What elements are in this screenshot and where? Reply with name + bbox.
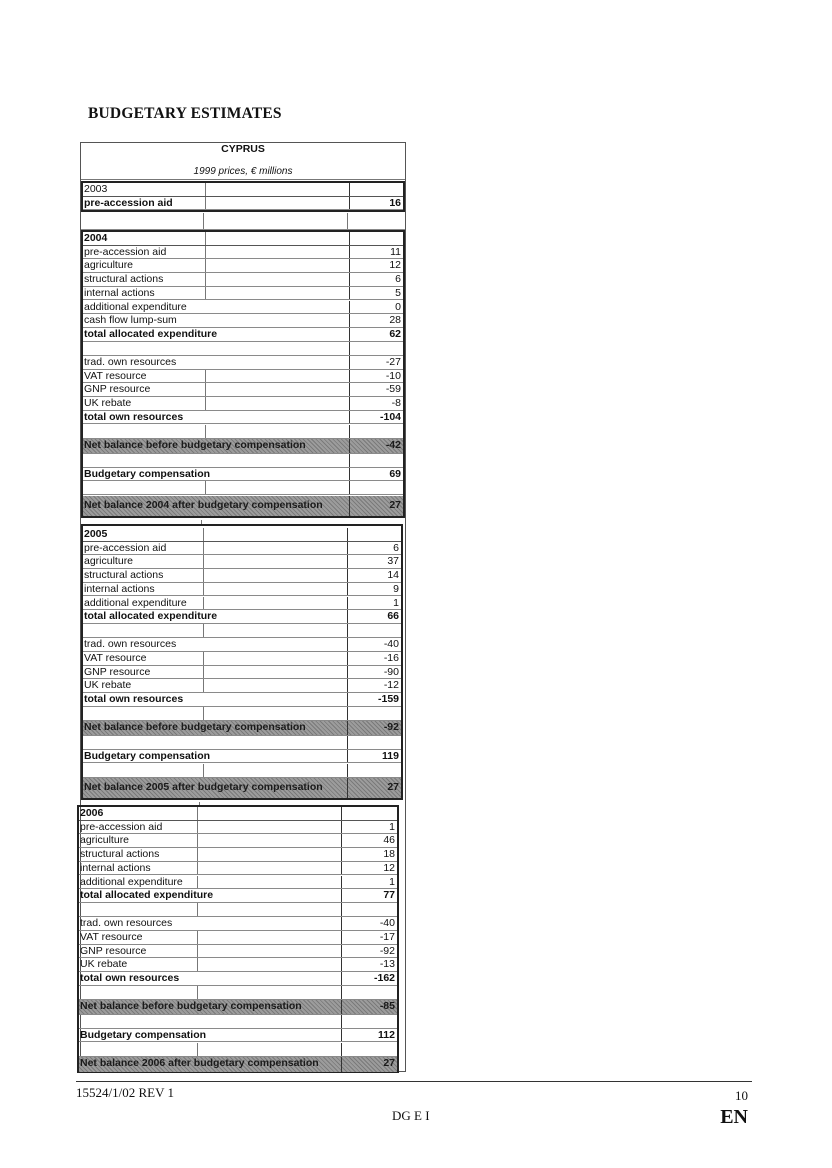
spacer-row [79,903,397,917]
row-value: 28 [389,314,401,327]
divider [203,528,204,541]
table-row [79,848,397,862]
divider [349,370,350,383]
row-label: VAT resource [84,369,147,382]
table-row [83,287,403,301]
divider [341,862,342,875]
table-row [83,528,401,542]
table-row [83,232,403,246]
spacer-row [83,454,403,468]
table-row [83,314,403,328]
divider [347,764,348,777]
row-value: -12 [383,679,399,692]
row-value: 27 [387,781,399,793]
divider [203,624,204,637]
divider [347,542,348,555]
spacer-row [83,425,403,439]
year-label: 2003 [84,183,108,195]
row-value: 66 [387,610,399,623]
spacer-row [79,1043,397,1057]
divider [341,972,342,985]
language-code: EN [720,1106,748,1128]
row-value: 1 [393,596,399,609]
divider [197,862,198,875]
row-value: 16 [389,196,401,209]
row-value: -59 [385,383,401,396]
divider [349,232,350,245]
row-value: 46 [383,834,395,847]
row-label: Net balance 2004 after budgetary compensation [84,499,323,511]
divider [341,986,342,999]
divider [349,287,350,300]
row-label: additional expenditure [84,300,187,313]
divider [197,876,198,889]
spacer-row [83,342,403,356]
divider [347,666,348,679]
divider [349,273,350,286]
row-label: total allocated expenditure [84,610,218,623]
table-row [79,834,397,848]
row-value: -85 [379,999,395,1012]
table-row [83,273,403,287]
row-value: 119 [382,749,399,762]
divider [347,213,348,229]
budget-table [80,142,406,1072]
table-row [79,917,397,931]
table-row [83,370,403,384]
row-value: 12 [389,259,401,272]
divider [349,356,350,369]
table-row [79,807,397,821]
table-row [83,666,401,680]
row-value: -8 [391,397,401,410]
net-balance-after-row [83,778,401,798]
table-row [83,259,403,273]
divider [347,638,348,651]
spacer-row [83,764,401,778]
table-row [83,411,403,425]
divider [349,259,350,272]
row-label: agriculture [84,555,134,568]
table-row [83,328,403,342]
row-label: VAT resource [84,652,147,664]
divider [203,597,204,610]
row-value: -104 [379,410,401,423]
page-heading: BUDGETARY ESTIMATES [88,105,282,122]
row-label: structural actions [84,273,164,286]
divider [205,232,206,245]
table-row [83,555,401,569]
table-row [83,197,403,211]
row-label: total allocated expenditure [80,889,214,902]
divider [349,481,350,494]
directorate-label: DG E I [392,1108,430,1123]
divider [347,721,348,735]
divider [347,583,348,596]
table-row [83,569,401,583]
divider [205,370,206,383]
table-row [79,958,397,972]
divider [341,889,342,902]
row-value: 1 [389,875,395,888]
row-label: total own resources [84,410,184,423]
country-header: CYPRUS [221,143,265,155]
row-value: 6 [395,273,401,286]
block-2004 [81,230,405,518]
row-label: UK rebate [84,679,132,692]
divider [341,1043,342,1056]
divider [349,496,350,516]
divider [349,468,350,481]
row-label: total own resources [80,972,180,985]
units-caption: 1999 prices, € millions [193,166,293,177]
row-value: 12 [383,861,395,874]
table-row [83,301,403,315]
row-label: Net balance before budgetary compensation [80,999,302,1012]
row-label: trad. own resources [84,638,177,651]
divider [205,273,206,286]
divider [349,342,350,355]
row-value: 27 [383,1056,395,1069]
divider [205,259,206,272]
row-value: -27 [385,356,401,368]
row-label: total allocated expenditure [84,327,218,340]
divider [197,821,198,834]
divider [341,945,342,958]
divider [203,542,204,555]
table-row [79,972,397,986]
table-row [83,652,401,666]
divider [203,583,204,596]
divider [341,876,342,889]
table-row [83,679,401,693]
table-row [83,183,403,197]
row-label: Net balance 2006 after budgetary compensation [80,1056,319,1069]
divider [341,821,342,834]
row-label: cash flow lump-sum [84,314,177,327]
row-value: -42 [385,438,401,451]
row-label: internal actions [80,861,151,874]
row-value: 11 [390,245,401,258]
row-label: pre-accession aid [84,245,167,258]
divider [203,213,204,229]
row-value: -40 [379,917,395,930]
table-row [83,356,403,370]
divider [341,1029,342,1042]
row-label: GNP resource [84,383,151,396]
divider [341,834,342,847]
row-label: Budgetary compensation [84,467,211,480]
divider [203,764,204,777]
row-label: pre-accession aid [84,541,167,554]
divider [347,528,348,541]
row-label: agriculture [84,259,134,272]
row-value: 69 [389,467,401,480]
row-value: -40 [383,638,399,651]
row-label: trad. own resources [80,917,173,930]
year-label: 2005 [84,528,108,540]
row-value: 112 [378,1028,395,1041]
divider [205,287,206,300]
row-value: 5 [395,286,401,299]
budgetary-compensation-row [83,468,403,482]
divider [347,555,348,568]
table-row [83,583,401,597]
row-label: UK rebate [84,397,132,410]
row-value: 0 [395,300,401,313]
row-value: 77 [383,889,395,902]
divider [203,555,204,568]
row-label: UK rebate [80,958,128,971]
document-reference: 15524/1/02 REV 1 [76,1085,174,1100]
divider [205,246,206,259]
row-label: additional expenditure [80,875,183,888]
divider [349,454,350,467]
divider [205,383,206,396]
spacer-row [83,707,401,721]
row-value: 14 [387,569,399,582]
row-value: -16 [383,652,399,664]
divider [197,903,198,916]
spacer-row [83,624,401,638]
row-value: 27 [389,499,401,511]
divider [349,301,350,314]
row-label: total own resources [84,693,184,706]
row-value: -10 [385,369,401,382]
table-row [79,931,397,945]
row-value: -13 [379,958,395,971]
row-label: GNP resource [84,665,151,678]
divider [197,848,198,861]
divider [203,707,204,720]
table-row [83,597,401,611]
net-balance-before-row [79,1000,397,1015]
row-label: internal actions [84,286,155,299]
divider [205,481,206,494]
net-balance-before-row [83,721,401,736]
spacer-row [83,481,403,495]
table-row [79,862,397,876]
spacer-row [79,1015,397,1029]
table-row [83,246,403,260]
row-value: 62 [389,327,401,340]
table-row [83,610,401,624]
divider [341,931,342,944]
net-balance-before-row [83,439,403,454]
divider [341,1000,342,1014]
divider [203,569,204,582]
divider [197,986,198,999]
row-label: additional expenditure [84,596,187,609]
divider [197,945,198,958]
row-label: Net balance before budgetary compensation [84,720,306,733]
row-label: pre-accession aid [80,820,163,833]
table-row [83,397,403,411]
table-row [83,638,401,652]
row-value: 18 [383,848,395,861]
divider [347,679,348,692]
divider [205,397,206,410]
divider [347,610,348,623]
table-row [79,889,397,903]
divider [349,383,350,396]
net-balance-after-row [79,1057,397,1072]
table-row [79,945,397,959]
divider [203,679,204,692]
spacer-row [83,736,401,750]
divider [197,1043,198,1056]
row-label: GNP resource [80,944,147,957]
net-balance-after-row [83,496,403,516]
row-label: internal actions [84,582,155,595]
year-label: 2006 [80,807,104,819]
divider [349,397,350,410]
divider [349,425,350,438]
divider [349,246,350,259]
row-label: trad. own resources [84,356,177,368]
block-2003 [81,181,405,212]
divider [349,314,350,327]
row-label: Net balance before budgetary compensation [84,438,306,451]
budgetary-compensation-row [83,750,401,764]
row-label: structural actions [80,848,160,861]
divider [341,807,342,820]
divider [347,569,348,582]
row-label: VAT resource [80,931,143,943]
divider [205,183,206,196]
row-value: -90 [383,665,399,678]
divider [203,652,204,665]
spacer-row [79,986,397,1000]
divider [349,411,350,424]
row-value: 1 [389,820,395,833]
divider [347,624,348,637]
block-2006 [77,805,399,1073]
block-2005 [81,524,403,800]
divider [341,958,342,971]
divider [347,597,348,610]
row-value: 9 [393,582,399,595]
divider [203,666,204,679]
row-label: Budgetary compensation [84,749,211,762]
divider [341,1057,342,1072]
divider [205,425,206,438]
divider [197,834,198,847]
budgetary-compensation-row [79,1029,397,1043]
table-row [83,383,403,397]
spacer-row [81,213,405,230]
divider [197,958,198,971]
row-label: Net balance 2005 after budgetary compensation [84,781,323,793]
divider [197,931,198,944]
divider [347,778,348,798]
divider [347,693,348,706]
page-number: 10 [735,1088,748,1103]
divider [205,197,206,210]
divider [341,848,342,861]
divider [347,707,348,720]
divider [349,328,350,341]
divider [347,652,348,665]
row-label: structural actions [84,569,164,582]
row-value: -92 [379,944,395,957]
table-row [83,693,401,707]
row-label: pre-accession aid [84,196,173,209]
row-value: -162 [373,972,395,985]
row-value: -92 [383,720,399,733]
divider [347,736,348,749]
table-row [83,542,401,556]
divider [81,179,405,180]
table-row [79,876,397,890]
row-value: -159 [377,693,399,706]
divider [349,439,350,453]
divider [197,807,198,820]
table-row [79,821,397,835]
row-value: -17 [379,931,395,943]
divider [341,903,342,916]
divider [347,750,348,763]
divider [341,917,342,930]
divider [349,183,350,196]
year-label: 2004 [84,232,108,244]
row-value: 6 [393,541,399,554]
footer-divider [76,1081,752,1082]
row-value: 37 [387,555,399,568]
divider [341,1015,342,1028]
divider [349,197,350,210]
row-label: Budgetary compensation [80,1028,207,1041]
row-label: agriculture [80,834,130,847]
